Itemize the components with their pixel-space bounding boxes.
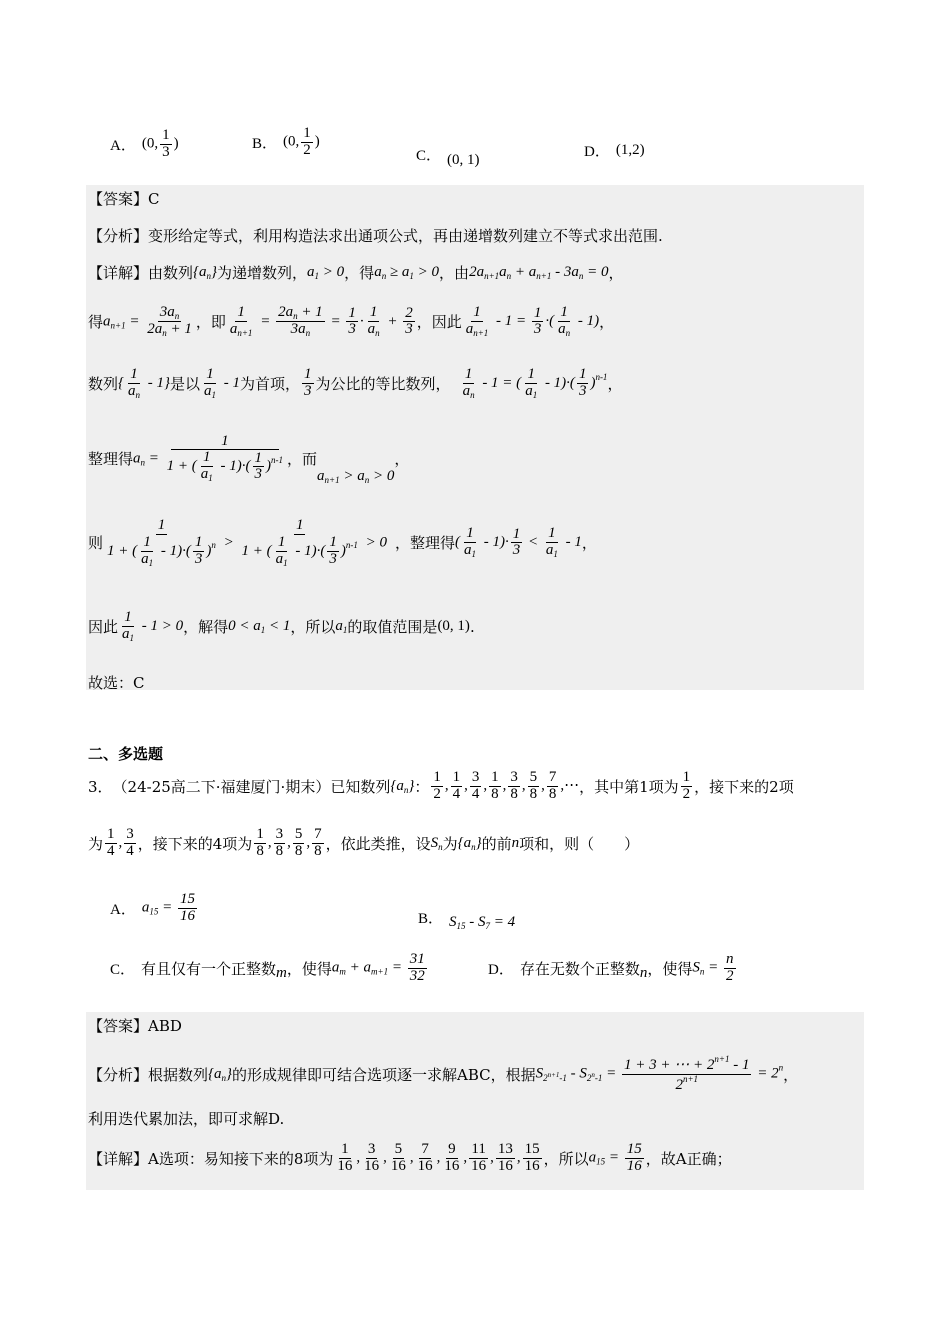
math: { $\frac{1}{a_n}$ - 1} [118,366,171,400]
option-math: (0, $\frac{1}{3}$ ) [141,127,179,160]
q2-option-d [584,140,645,161]
text: ，所以 [543,1149,589,1168]
option-text: 有且仅有一个正整数 [141,959,277,978]
question-number: 3． [88,777,113,796]
option-label: B． [418,911,444,927]
math: $2a_{n+1}a_n + a_{n+1} - 3a_n = 0$ [469,264,609,281]
text: 为 [442,834,458,853]
math: (0, 1) [437,618,470,635]
option-math: (0, $\frac{1}{2}$ ) [283,125,320,158]
option-label: C． [110,961,136,978]
option-label: D． [584,144,610,160]
text: 为公比的等比数列， [315,375,451,394]
text: 整理得 [88,450,134,468]
option-label: C． [416,148,442,164]
q2-detail-line6: 因此 $\frac{1}{a_1}$ - 1 > 0 ，解得 $0 < a_1 < 1$ ，所以 $a_1$ 的取值范围是 (0, 1) . [88,609,475,643]
text: 得 [88,313,104,332]
text: 数列 [88,375,119,394]
text: 的取值范围是 [347,618,438,637]
option-math: (0, 1) [447,152,480,168]
text: ，接下来的2项 [694,777,794,796]
detail-tag: 【详解】 [88,264,149,282]
answer-tag: 【答案】 [88,190,149,208]
text: ，而 [287,450,318,468]
text: ，接下来的4项为 [137,834,253,853]
math: $\{a_n\}$ [193,264,218,281]
analysis-tag: 【分析】 [88,1065,149,1084]
math: $\frac{1}{a_1}$ - 1 > 0 [122,609,184,643]
q3-analysis-line2 [88,1108,284,1129]
math: $a_m + a_{m+1}$ = $\frac{31}{32}$ [331,951,425,984]
math: ( $\frac{1}{a_1}$ - 1)· $\frac{1}{3}$ < $\frac{1}{a_1}$ - 1 [455,525,582,560]
text: ，得 [344,264,375,282]
text: 项和，则（ ） [519,834,640,853]
text: ，其中第1项为 [579,777,679,796]
text: 根据数列 [148,1065,209,1084]
text: ，因此 [416,313,462,332]
math: $a_n$ = 1 1 + ( $\frac{1}{a_1}$ - 1)·( $\frac{1}{3}$ )$^{n-1}$ [133,432,284,484]
math: $a_{15}$ = $\frac{15}{16}$ [588,1141,642,1174]
text: ： [414,777,430,796]
detail-tag: 【详解】 [88,1149,149,1168]
text: ，由 [439,264,470,282]
math: $S_{2^{n+1}-1} - S_{2^n-1}$ = $\frac{1 + 3 + \cdots + 2^{n+1} - 1}{2^{n+1}}$ = $2^n$ [535,1054,784,1093]
math: $\frac{1}{a_n}$ - 1 = ( $\frac{1}{a_1}$ - 1)·( $\frac{1}{3}$ )$^{n-1}$ [462,366,608,400]
math: $\frac{1}{16}$ , $\frac{3}{16}$ , $\frac{5}{16}$ , $\frac{7}{16}$ , $\frac{9}{16}$ , $\frac{11}{16}$ , $\frac{13}{16}$ , $\frac{15}{16}$ [337,1141,540,1174]
q3-analysis-line1: 【分析】 根据数列 $\{a_n\}$ 的形成规律即可结合选项逐一求解ABC，根据 $S_{2^{n+1}-1} - S_{2^n-1}$ = $\frac{1 + 3 + \cdots + 2^{n+1} - 1}{2^{n+1}}$ = $2^n$ ， [88,1054,799,1093]
option-label: A． [110,137,136,154]
q3-stem-line2 [88,827,639,860]
q2-detail-line5: 则 1 1 + ( $\frac{1}{a_1}$ - 1)·( $\frac{1}{3}$ )$^n$ > 1 1 + ( $\frac{1}{a_1}$ - 1)·( $\frac{1}{3}$ )$^{n-1}$ > 0 ，整理得 ( $\frac{1}{a_1}$ - 1)· $\frac{1}{3}$ < $\frac{1}{a_1}$ - 1 ， [88,517,597,568]
q3-option-a [110,892,199,925]
math: $a_{n+1}$ = $\frac{3a_n}{2a_n + 1}$ [103,304,192,339]
math: $\{a_n\}$ [457,834,482,852]
q2-detail-line1: 【详解】 由数列 $\{a_n\}$ 为递增数列， $a_1 > 0$ ，得 $a_n \ge a_1 > 0$ ，由 $2a_{n+1}a_n + a_{n+1} - 3a_n = 0$ ， [88,264,624,282]
math: $\frac{1}{2}$ , $\frac{1}{4}$ , $\frac{3}{4}$ , $\frac{1}{8}$ , $\frac{3}{8}$ , $\frac{5}{8}$ , $\frac{7}{8}$ ,⋯ [433,769,580,802]
option-math: (1,2) [615,142,645,158]
q3-stem-line1 [88,770,794,803]
text: ，解得 [183,618,229,637]
math: $\frac{1}{a_1}$ - 1 [204,366,241,400]
q2-analysis-line [88,225,663,246]
text: ，依此类推，设 [325,834,431,853]
option-label: D． [488,961,514,978]
option-math: $a_{15}$ = $\frac{15}{16}$ [141,891,195,924]
text: 已知数列 [330,777,391,796]
option-math: $S_{15} - S_7 = 4$ [449,914,516,931]
answer-value: ABD [148,1016,182,1035]
math: $\frac{1}{3}$ [304,366,312,400]
q3-answer-line [88,1015,182,1036]
text: 的前 [481,834,512,853]
text: 由数列 [148,264,194,282]
analysis-text: 变形给定等式，利用构造法求出通项公式，再由递增数列建立不等式求出范围. [148,227,663,245]
option-text: 存在无数个正整数 [519,959,640,978]
conclusion-text: 故选：C [88,674,145,692]
math: 1 1 + ( $\frac{1}{a_1}$ - 1)·( $\frac{1}{3}$ )$^n$ > 1 1 + ( $\frac{1}{a_1}$ - 1)·( $\frac{1}{3}$ )$^{n-1}$ > 0 [107,517,388,568]
text: 是以 [170,375,201,394]
answer-tag: 【答案】 [88,1017,149,1035]
math: $a_n \ge a_1 > 0$ [374,264,440,281]
section-title: 二、多选题 [88,745,164,763]
text: ，整理得 [395,534,456,553]
text: 的形成规律即可结合选项逐一求解ABC，根据 [232,1065,536,1084]
text: 为 [88,834,104,853]
text: A选项：易知接下来的8项为 [148,1149,334,1168]
math: $\{a_n\}$ [208,1065,233,1083]
q2-option-c [416,140,480,169]
text: ，故A正确； [645,1149,732,1168]
math: $S_n$ = $\frac{n}{2}$ [692,951,734,984]
q2-answer-line [88,188,160,209]
math: $a_1 > 0$ [307,264,345,281]
option-label: B． [252,135,278,152]
text: ，即 [195,313,226,332]
q2-detail-line4: 整理得 $a_n$ = 1 1 + ( $\frac{1}{a_1}$ - 1)·( $\frac{1}{3}$ )$^{n-1}$ ，而 $a_{n+1} > a_n > 0$ ， [88,432,410,485]
math: $\frac{1}{a_{n+1}}$ = $\frac{2a_n + 1}{3a_n}$ = $\frac{1}{3}$ · $\frac{1}{a_n}$ + $\frac{2}{3}$ [229,304,413,339]
math: $a_{n+1} > a_n > 0$ [317,468,395,485]
math: $\frac{1}{2}$ [682,769,691,802]
text: ，所以 [290,618,336,637]
q2-option-b [252,126,320,159]
math: $\frac{1}{a_{n+1}}$ - 1 = $\frac{1}{3}$ ·( $\frac{1}{a_n}$ - 1) [465,304,600,339]
q2-conclusion [88,672,144,693]
text: 则 [88,534,104,553]
math: n [511,834,520,851]
answer-value: C [148,189,160,208]
question-source: （24-25高二下·福建厦门·期末） [112,777,331,796]
math: $\frac{1}{8}$ , $\frac{3}{8}$ , $\frac{5}{8}$ , $\frac{7}{8}$ [256,826,322,859]
q2-detail-line3: 数列 { $\frac{1}{a_n}$ - 1} 是以 $\frac{1}{a_1}$ - 1 为首项， $\frac{1}{3}$ 为公比的等比数列， $\frac{1}{a_n}$ - 1 = ( $\frac{1}{a_1}$ - 1)·( $\frac{1}{3}$ )$^{n-1}$ ， [88,366,623,400]
analysis-tag: 【分析】 [88,227,149,245]
q3-option-b [418,904,515,931]
text: 为首项， [240,375,301,394]
math: $a_1$ [335,618,348,636]
math: $\frac{1}{4}$ , $\frac{3}{4}$ [107,826,134,859]
option-label: A． [110,901,136,918]
option-text: ，使得 [286,959,332,978]
text: 利用迭代累加法，即可求解D. [88,1110,285,1128]
math: $0 < a_1 < 1$ [228,618,291,636]
math: $\{a_n\}$ [390,777,415,795]
q3-detail-line [88,1142,732,1175]
q2-option-a [110,128,179,161]
q3-option-d [488,952,738,985]
text: 为递增数列， [217,264,308,282]
math: n [639,964,648,981]
math: $S_n$ [430,834,443,852]
q2-detail-line2: 得 $a_{n+1}$ = $\frac{3a_n}{2a_n + 1}$ ，即 $\frac{1}{a_{n+1}}$ = $\frac{2a_n + 1}{3a_n}$ = $\frac{1}{3}$ · $\frac{1}{a_n}$ + $\frac{2}{3}$ ，因此 $\frac{1}{a_{n+1}}$ - 1 = $\frac{1}{3}$ ·( $\frac{1}{a_n}$ - 1) ， [88,304,615,339]
text: 因此 [88,618,119,637]
q3-option-c [110,952,429,985]
math: m [276,964,287,981]
option-text: ，使得 [647,959,693,978]
